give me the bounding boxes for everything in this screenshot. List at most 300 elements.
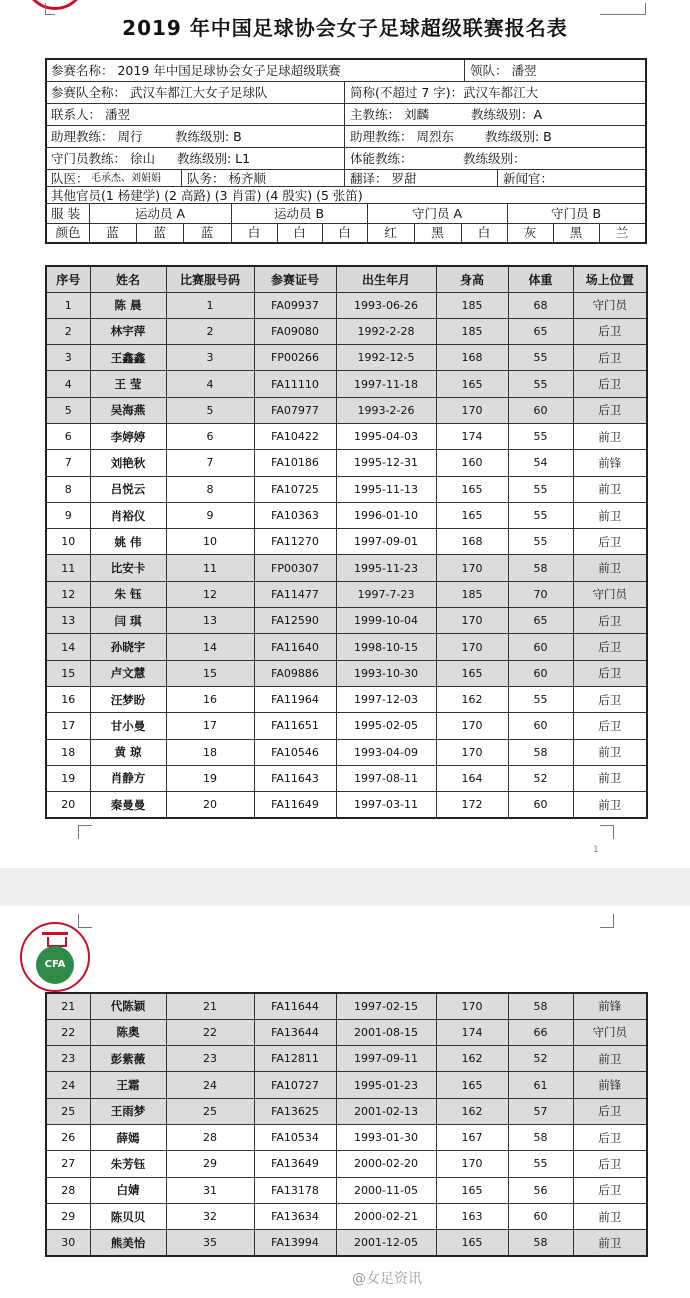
birth-date-cell: 1993-04-09 [336, 739, 436, 765]
other-officials-field: 其他官员(1 杨建学) (2 高路) (3 肖雷) (4 殷实) (5 张笛) [51, 188, 363, 203]
weight-cell: 55 [508, 529, 573, 555]
page-number: 1 [593, 845, 599, 855]
row-number-cell: 5 [46, 397, 90, 423]
shirt-number-cell: 35 [166, 1230, 254, 1256]
shirt-number-cell: 12 [166, 581, 254, 607]
player-name-cell: 刘艳秋 [90, 450, 166, 476]
height-cell: 170 [436, 555, 508, 581]
player-name-cell: 甘小曼 [90, 713, 166, 739]
position-cell: 前卫 [573, 792, 647, 818]
row-number-cell: 26 [46, 1124, 90, 1150]
height-cell: 174 [436, 423, 508, 449]
cert-number-cell: FA10727 [254, 1072, 336, 1098]
position-cell: 后卫 [573, 660, 647, 686]
table-row [46, 1151, 647, 1177]
competition-field: 参赛名称： 2019 年中国足球协会女子足球超级联赛 [51, 63, 341, 78]
table-row [46, 634, 647, 660]
cert-number-cell: FA13625 [254, 1098, 336, 1124]
row-number-cell: 25 [46, 1098, 90, 1124]
birth-date-cell: 1995-01-23 [336, 1072, 436, 1098]
height-cell: 170 [436, 397, 508, 423]
weight-cell: 57 [508, 1098, 573, 1124]
position-cell: 后卫 [573, 529, 647, 555]
shirt-number-cell: 8 [166, 476, 254, 502]
row-number-cell: 18 [46, 739, 90, 765]
birth-date-cell: 2000-02-21 [336, 1203, 436, 1229]
cert-number-cell: FA10186 [254, 450, 336, 476]
height-cell: 163 [436, 1203, 508, 1229]
row-number-cell: 21 [46, 993, 90, 1019]
uniform-group-gk-b: 守门员 B [550, 206, 602, 221]
height-cell: 168 [436, 529, 508, 555]
player-name-cell: 肖裕仪 [90, 502, 166, 528]
player-name-cell: 陈 晨 [90, 292, 166, 318]
assistant-coach-1-level-field: 教练级别: B [175, 129, 242, 144]
position-cell: 前锋 [573, 993, 647, 1019]
position-cell: 后卫 [573, 713, 647, 739]
player-table-page-1 [45, 265, 648, 819]
row-number-cell: 12 [46, 581, 90, 607]
player-name-cell: 薛嫣 [90, 1124, 166, 1150]
position-cell: 守门员 [573, 581, 647, 607]
table-row [46, 1098, 647, 1124]
birth-date-cell: 2000-02-20 [336, 1151, 436, 1177]
birth-date-cell: 1993-01-30 [336, 1124, 436, 1150]
shirt-number-cell: 18 [166, 739, 254, 765]
table-row [46, 739, 647, 765]
height-cell: 185 [436, 318, 508, 344]
weight-cell: 58 [508, 993, 573, 1019]
birth-date-cell: 1996-01-10 [336, 502, 436, 528]
position-cell: 守门员 [573, 292, 647, 318]
crop-mark [600, 825, 614, 839]
shirt-number-cell: 10 [166, 529, 254, 555]
color-cell: 白 [477, 225, 491, 240]
weight-cell: 56 [508, 1177, 573, 1203]
color-cell: 蓝 [200, 225, 214, 240]
position-cell: 前卫 [573, 739, 647, 765]
position-cell: 前锋 [573, 450, 647, 476]
height-cell: 168 [436, 345, 508, 371]
shirt-number-cell: 11 [166, 555, 254, 581]
table-row [46, 1177, 647, 1203]
column-header: 体重 [508, 266, 573, 292]
row-number-cell: 13 [46, 608, 90, 634]
shirt-number-cell: 31 [166, 1177, 254, 1203]
position-cell: 前卫 [573, 1046, 647, 1072]
position-cell: 前卫 [573, 423, 647, 449]
birth-date-cell: 1997-09-11 [336, 1046, 436, 1072]
row-number-cell: 17 [46, 713, 90, 739]
birth-date-cell: 1995-12-31 [336, 450, 436, 476]
height-cell: 167 [436, 1124, 508, 1150]
row-number-cell: 14 [46, 634, 90, 660]
birth-date-cell: 2001-08-15 [336, 1019, 436, 1045]
position-cell: 前锋 [573, 1072, 647, 1098]
weight-cell: 58 [508, 555, 573, 581]
table-row [46, 502, 647, 528]
translator-field: 翻译： 罗甜 [350, 171, 417, 186]
position-cell: 后卫 [573, 634, 647, 660]
table-row [46, 765, 647, 791]
player-name-cell: 秦曼曼 [90, 792, 166, 818]
birth-date-cell: 2000-11-05 [336, 1177, 436, 1203]
column-header: 场上位置 [573, 266, 647, 292]
cert-number-cell: FA11649 [254, 792, 336, 818]
doctor-names: 毛承杰、刘娟娟 [91, 173, 161, 184]
player-name-cell: 王 莹 [90, 371, 166, 397]
row-number-cell: 7 [46, 450, 90, 476]
watermark: @女足资讯 [352, 1271, 422, 1287]
height-cell: 170 [436, 713, 508, 739]
color-cell: 红 [384, 225, 397, 240]
weight-cell: 55 [508, 476, 573, 502]
player-name-cell: 熊美怡 [90, 1230, 166, 1256]
color-row [47, 224, 645, 242]
birth-date-cell: 1995-11-13 [336, 476, 436, 502]
position-cell: 前卫 [573, 765, 647, 791]
color-cell: 灰 [523, 225, 537, 240]
color-cell: 白 [338, 225, 351, 240]
height-cell: 162 [436, 1046, 508, 1072]
cert-number-cell: FA12590 [254, 608, 336, 634]
gk-coach-level-field: 教练级别: L1 [177, 151, 251, 166]
row-number-cell: 2 [46, 318, 90, 344]
form-page-2 [0, 906, 690, 1298]
weight-cell: 66 [508, 1019, 573, 1045]
cert-number-cell: FA10363 [254, 502, 336, 528]
cert-number-cell: FA13644 [254, 1019, 336, 1045]
position-cell: 后卫 [573, 686, 647, 712]
shirt-number-cell: 4 [166, 371, 254, 397]
position-cell: 后卫 [573, 1124, 647, 1150]
cfa-logo-partial [24, 0, 86, 10]
position-cell: 后卫 [573, 371, 647, 397]
cert-number-cell: FA10546 [254, 739, 336, 765]
shirt-number-cell: 3 [166, 345, 254, 371]
shirt-number-cell: 2 [166, 318, 254, 344]
height-cell: 170 [436, 1151, 508, 1177]
player-name-cell: 吴海燕 [90, 397, 166, 423]
position-cell: 后卫 [573, 1098, 647, 1124]
weight-cell: 58 [508, 1124, 573, 1150]
birth-date-cell: 1997-03-11 [336, 792, 436, 818]
birth-date-cell: 1993-06-26 [336, 292, 436, 318]
height-cell: 165 [436, 371, 508, 397]
row-number-cell: 23 [46, 1046, 90, 1072]
birth-date-cell: 1997-08-11 [336, 765, 436, 791]
leader-field: 领队： 潘翌 [470, 63, 537, 78]
birth-date-cell: 1998-10-15 [336, 634, 436, 660]
contact-field: 联系人： 潘翌 [51, 107, 130, 122]
birth-date-cell: 1997-7-23 [336, 581, 436, 607]
shirt-number-cell: 22 [166, 1019, 254, 1045]
row-number-cell: 3 [46, 345, 90, 371]
cert-number-cell: FP00266 [254, 345, 336, 371]
shirt-number-cell: 15 [166, 660, 254, 686]
position-cell: 后卫 [573, 345, 647, 371]
row-number-cell: 19 [46, 765, 90, 791]
assistant-coach-2-level-field: 教练级别: B [485, 129, 552, 144]
cert-number-cell: FA13649 [254, 1151, 336, 1177]
cert-number-cell: FA11644 [254, 993, 336, 1019]
shirt-number-cell: 17 [166, 713, 254, 739]
cert-number-cell: FA11110 [254, 371, 336, 397]
table-row [46, 450, 647, 476]
shirt-number-cell: 29 [166, 1151, 254, 1177]
row-number-cell: 16 [46, 686, 90, 712]
player-name-cell: 黄 琼 [90, 739, 166, 765]
table-row [46, 608, 647, 634]
color-cell: 黑 [569, 225, 583, 240]
shirt-number-cell: 21 [166, 993, 254, 1019]
shirt-number-cell: 28 [166, 1124, 254, 1150]
position-cell: 前卫 [573, 476, 647, 502]
height-cell: 160 [436, 450, 508, 476]
head-coach-level-field: 教练级别：A [471, 107, 543, 122]
cert-number-cell: FA11270 [254, 529, 336, 555]
row-number-cell: 6 [46, 423, 90, 449]
weight-cell: 55 [508, 423, 573, 449]
row-number-cell: 4 [46, 371, 90, 397]
height-cell: 185 [436, 581, 508, 607]
head-coach-field: 主教练： 刘麟 [350, 107, 429, 122]
height-cell: 170 [436, 608, 508, 634]
cert-number-cell: FA13994 [254, 1230, 336, 1256]
weight-cell: 55 [508, 371, 573, 397]
weight-cell: 52 [508, 765, 573, 791]
player-name-cell: 闫 琪 [90, 608, 166, 634]
team-info-box [45, 58, 647, 244]
row-number-cell: 9 [46, 502, 90, 528]
height-cell: 165 [436, 660, 508, 686]
table-row [46, 713, 647, 739]
position-cell: 前卫 [573, 555, 647, 581]
player-name-cell: 陈奥 [90, 1019, 166, 1045]
player-name-cell: 李婷婷 [90, 423, 166, 449]
cert-number-cell: FA13178 [254, 1177, 336, 1203]
crop-mark [78, 914, 92, 928]
birth-date-cell: 1995-04-03 [336, 423, 436, 449]
table-row [46, 792, 647, 818]
weight-cell: 60 [508, 1203, 573, 1229]
shirt-number-cell: 20 [166, 792, 254, 818]
cert-number-cell: FA11640 [254, 634, 336, 660]
shirt-number-cell: 13 [166, 608, 254, 634]
row-number-cell: 15 [46, 660, 90, 686]
color-cell: 黑 [431, 225, 444, 240]
row-number-cell: 10 [46, 529, 90, 555]
weight-cell: 54 [508, 450, 573, 476]
table-row [46, 397, 647, 423]
weight-cell: 65 [508, 608, 573, 634]
player-name-cell: 白婧 [90, 1177, 166, 1203]
birth-date-cell: 1993-10-30 [336, 660, 436, 686]
height-cell: 174 [436, 1019, 508, 1045]
birth-date-cell: 1997-02-15 [336, 993, 436, 1019]
height-cell: 165 [436, 1230, 508, 1256]
cert-number-cell: FA10422 [254, 423, 336, 449]
cert-number-cell: FA07977 [254, 397, 336, 423]
player-name-cell: 王霜 [90, 1072, 166, 1098]
player-name-cell: 朱芳钰 [90, 1151, 166, 1177]
position-cell: 后卫 [573, 397, 647, 423]
birth-date-cell: 1992-2-28 [336, 318, 436, 344]
birth-date-cell: 1999-10-04 [336, 608, 436, 634]
height-cell: 185 [436, 292, 508, 318]
birth-date-cell: 1992-12-5 [336, 345, 436, 371]
row-number-cell: 27 [46, 1151, 90, 1177]
height-cell: 170 [436, 993, 508, 1019]
row-number-cell: 20 [46, 792, 90, 818]
table-row [46, 1046, 647, 1072]
team-full-name-field: 参赛队全称： 武汉车都江大女子足球队 [51, 85, 268, 100]
player-name-cell: 孙晓宇 [90, 634, 166, 660]
height-cell: 165 [436, 1072, 508, 1098]
column-header: 姓名 [90, 266, 166, 292]
cert-number-cell: FA11964 [254, 686, 336, 712]
cert-number-cell: FA13634 [254, 1203, 336, 1229]
cert-number-cell: FA09937 [254, 292, 336, 318]
height-cell: 165 [436, 1177, 508, 1203]
height-cell: 170 [436, 739, 508, 765]
player-name-cell: 朱 钰 [90, 581, 166, 607]
table-row [46, 660, 647, 686]
shirt-number-cell: 23 [166, 1046, 254, 1072]
player-name-cell: 姚 伟 [90, 529, 166, 555]
height-cell: 162 [436, 686, 508, 712]
height-cell: 165 [436, 502, 508, 528]
shirt-number-cell: 25 [166, 1098, 254, 1124]
page-title: 2019 年中国足球协会女子足球超级联赛报名表 [122, 16, 568, 40]
uniform-group-player-b: 运动员 B [273, 206, 325, 221]
weight-cell: 55 [508, 1151, 573, 1177]
weight-cell: 60 [508, 713, 573, 739]
crop-mark [600, 914, 614, 928]
color-cell: 白 [293, 225, 306, 240]
cert-number-cell: FA10534 [254, 1124, 336, 1150]
shirt-number-cell: 14 [166, 634, 254, 660]
birth-date-cell: 1997-11-18 [336, 371, 436, 397]
position-cell: 后卫 [573, 608, 647, 634]
crop-mark [78, 825, 92, 839]
player-name-cell: 代陈颖 [90, 993, 166, 1019]
uniform-row [47, 204, 645, 224]
birth-date-cell: 1997-12-03 [336, 686, 436, 712]
row-number-cell: 30 [46, 1230, 90, 1256]
shirt-number-cell: 1 [166, 292, 254, 318]
cert-number-cell: FA09886 [254, 660, 336, 686]
team-affairs-field: 队务： 杨齐顺 [187, 171, 266, 186]
player-name-cell: 林宇萍 [90, 318, 166, 344]
cert-number-cell: FA12811 [254, 1046, 336, 1072]
cert-number-cell: FA11477 [254, 581, 336, 607]
height-cell: 170 [436, 634, 508, 660]
weight-cell: 58 [508, 1230, 573, 1256]
column-header: 参赛证号 [254, 266, 336, 292]
team-short-name-field: 简称(不超过 7 字)：武汉车都江大 [350, 85, 539, 100]
birth-date-cell: 2001-12-05 [336, 1230, 436, 1256]
shirt-number-cell: 24 [166, 1072, 254, 1098]
table-row [46, 993, 647, 1019]
height-cell: 172 [436, 792, 508, 818]
color-cell: 蓝 [153, 225, 166, 240]
row-number-cell: 1 [46, 292, 90, 318]
color-label: 颜色 [55, 225, 81, 240]
assistant-coach-2-field: 助理教练： 周烈东 [350, 129, 454, 144]
column-header: 身高 [436, 266, 508, 292]
birth-date-cell: 1995-02-05 [336, 713, 436, 739]
column-header: 序号 [46, 266, 90, 292]
table-row [46, 292, 647, 318]
table-row [46, 1124, 647, 1150]
weight-cell: 52 [508, 1046, 573, 1072]
shirt-number-cell: 6 [166, 423, 254, 449]
height-cell: 162 [436, 1098, 508, 1124]
row-number-cell: 28 [46, 1177, 90, 1203]
weight-cell: 58 [508, 739, 573, 765]
table-row [46, 476, 647, 502]
shirt-number-cell: 5 [166, 397, 254, 423]
weight-cell: 55 [508, 345, 573, 371]
weight-cell: 61 [508, 1072, 573, 1098]
uniform-group-gk-a: 守门员 A [411, 206, 463, 221]
position-cell: 守门员 [573, 1019, 647, 1045]
player-name-cell: 卢文慧 [90, 660, 166, 686]
weight-cell: 60 [508, 634, 573, 660]
height-cell: 165 [436, 476, 508, 502]
table-row [46, 371, 647, 397]
table-row [46, 1230, 647, 1256]
position-cell: 前卫 [573, 502, 647, 528]
assistant-coach-1-field: 助理教练： 周行 [51, 129, 143, 144]
player-name-cell: 彭紫薇 [90, 1046, 166, 1072]
row-number-cell: 22 [46, 1019, 90, 1045]
birth-date-cell: 1997-09-01 [336, 529, 436, 555]
color-cell: 兰 [615, 225, 629, 240]
weight-cell: 55 [508, 686, 573, 712]
column-header: 比赛服号码 [166, 266, 254, 292]
weight-cell: 60 [508, 660, 573, 686]
player-name-cell: 肖静方 [90, 765, 166, 791]
birth-date-cell: 1993-2-26 [336, 397, 436, 423]
table-row [46, 345, 647, 371]
press-officer-field: 新闻官： [503, 171, 554, 186]
weight-cell: 68 [508, 292, 573, 318]
weight-cell: 60 [508, 792, 573, 818]
cert-number-cell: FP00307 [254, 555, 336, 581]
table-row [46, 1072, 647, 1098]
table-row [46, 555, 647, 581]
cert-number-cell: FA11643 [254, 765, 336, 791]
player-table-page-2 [45, 992, 648, 1257]
table-row [46, 1019, 647, 1045]
position-cell: 前卫 [573, 1203, 647, 1229]
birth-date-cell: 1995-11-23 [336, 555, 436, 581]
weight-cell: 70 [508, 581, 573, 607]
weight-cell: 60 [508, 397, 573, 423]
birth-date-cell: 2001-02-13 [336, 1098, 436, 1124]
position-cell: 前卫 [573, 1230, 647, 1256]
uniform-group-player-a: 运动员 A [134, 206, 186, 221]
row-number-cell: 29 [46, 1203, 90, 1229]
gk-coach-field: 守门员教练： 徐山 [51, 151, 155, 166]
table-row [46, 529, 647, 555]
player-name-cell: 汪梦盼 [90, 686, 166, 712]
table-row [46, 581, 647, 607]
color-cell: 蓝 [106, 225, 119, 240]
column-header: 出生年月 [336, 266, 436, 292]
